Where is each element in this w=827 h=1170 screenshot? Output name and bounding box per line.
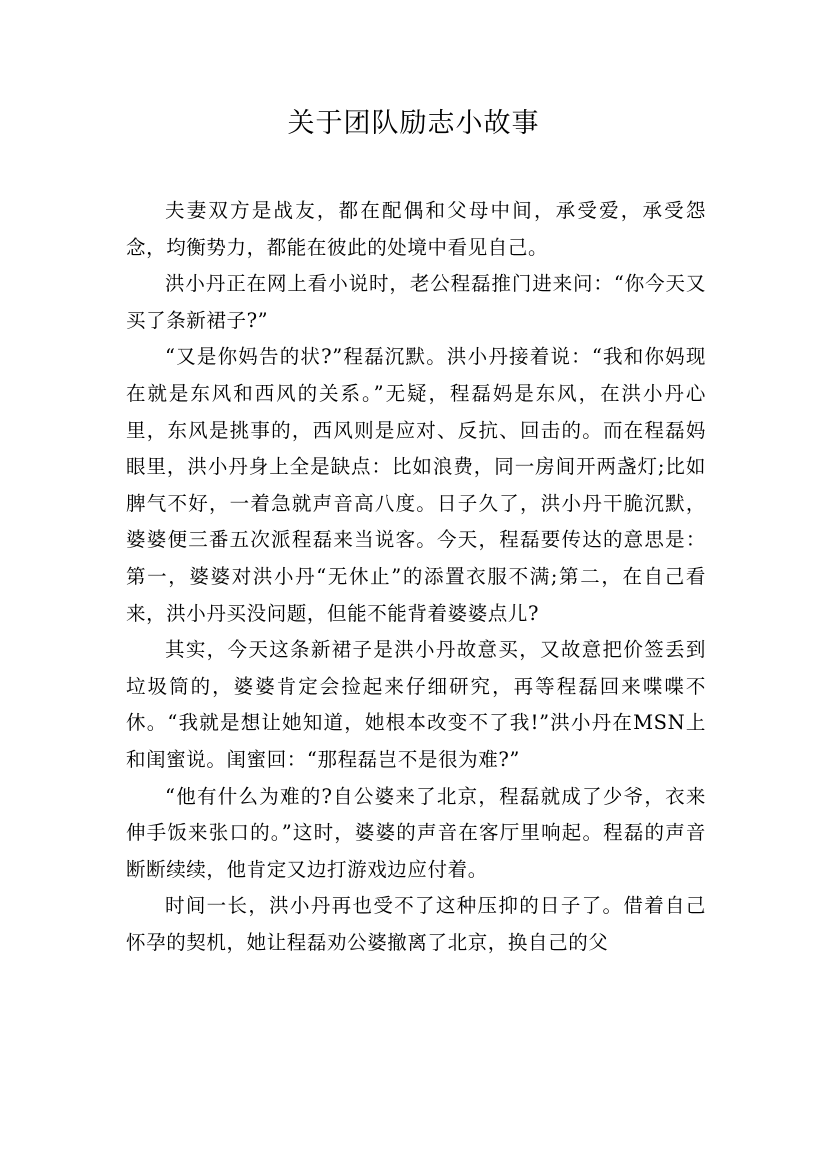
paragraph: “又是你妈告的状?”程磊沉默。洪小丹接着说：“我和你妈现在就是东风和西风的关系。”无疑，程磊妈是东风，在洪小丹心里，东风是挑事的，西风则是应对、反抗、回击的。而在程磊妈眼里，洪小丹身上全是缺点：比如浪费，同一房间开两盏灯;比如脾气不好，一着急就声音高八度。日子久了，洪小丹干脆沉默，婆婆便三番五次派程磊来当说客。今天，程磊要传达的意思是：第一，婆婆对洪小丹“无休止”的添置衣服不满;第二，在自己看来，洪小丹买没问题，但能不能背着婆婆点儿? [126, 345, 706, 625]
document-body [126, 193, 706, 961]
paragraph: 其实，今天这条新裙子是洪小丹故意买，又故意把价签丢到垃圾筒的，婆婆肯定会捡起来仔细研究，再等程磊回来喋喋不休。“我就是想让她知道，她根本改变不了我!”洪小丹在MSN上和闺蜜说。闺蜜回：“那程磊岂不是很为难?” [126, 638, 706, 771]
paragraph: 夫妻双方是战友，都在配偶和父母中间，承受爱，承受怨念，均衡势力，都能在彼此的处境中看见自己。 [126, 199, 706, 259]
document-title: 关于团队励志小故事 [287, 108, 540, 139]
paragraph: 时间一长，洪小丹再也受不了这种压抑的日子了。借着自己怀孕的契机，她让程磊劝公婆撤离了北京，换自己的父 [126, 894, 706, 954]
paragraph: “他有什么为难的?自公婆来了北京，程磊就成了少爷，衣来伸手饭来张口的。”这时，婆婆的声音在客厅里响起。程磊的声音断断续续，他肯定又边打游戏边应付着。 [126, 784, 706, 881]
paragraph: 洪小丹正在网上看小说时，老公程磊推门进来问：“你今天又买了条新裙子?” [126, 272, 706, 332]
